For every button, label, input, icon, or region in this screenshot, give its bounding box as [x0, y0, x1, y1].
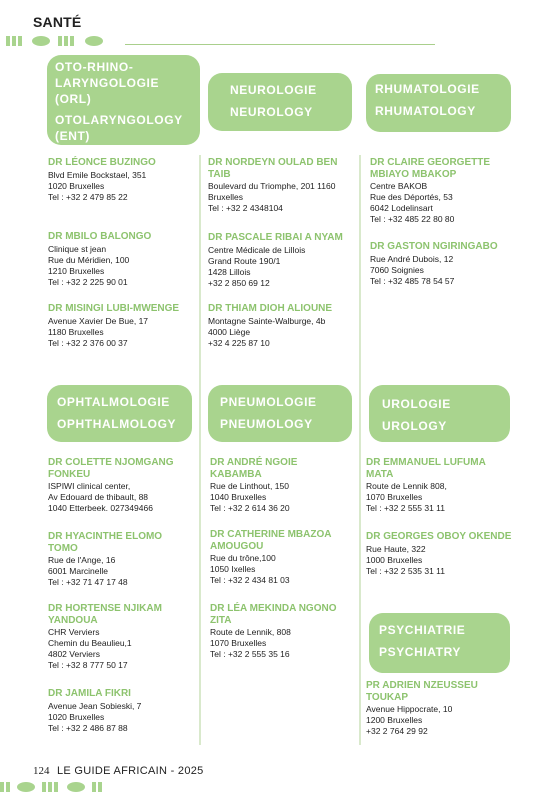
doctor-entry — [370, 241, 520, 287]
phone-line: +32 4 225 87 10 — [208, 337, 270, 348]
doctor-name: DR GEORGES OBOY OKENDE — [366, 531, 512, 542]
doctor-entry — [208, 232, 358, 289]
doctor-name: DR HYACINTHE ELOMO TOMO — [48, 531, 163, 554]
city-line: 4802 Verviers — [48, 649, 100, 659]
page-title: SANTÉ — [33, 14, 82, 30]
city-line: 1210 Bruxelles — [48, 265, 105, 276]
doctor-name: DR MISINGI LUBI-MWENGE — [48, 303, 180, 314]
address-line: Rue de Linthout, 150 — [210, 481, 289, 491]
city-line: 1050 Ixelles — [210, 564, 256, 574]
doctor-name: DR CATHERINE MBAZOA AMOUGOU — [210, 529, 332, 552]
doctor-entry — [366, 531, 516, 577]
doctor-entry — [48, 303, 196, 349]
city-line: 1040 Bruxelles — [210, 492, 267, 502]
section-title-en: PNEUMOLOGY — [220, 417, 313, 431]
header-rule — [125, 44, 435, 45]
phone-line: Tel : +32 2 535 31 11 — [366, 565, 446, 576]
address-line: Rue des Déportés, 53 — [370, 192, 453, 202]
section-title-fr: UROLOGIE — [382, 397, 451, 411]
address-line: Boulevard du Triomphe, 201 1160 — [208, 181, 336, 191]
phone-line: Tel : +32 485 22 80 80 — [370, 214, 455, 224]
section-title-en: UROLOGY — [382, 419, 447, 433]
phone-line: Tel : +32 2 225 90 01 — [48, 276, 128, 287]
doctor-name: DR THIAM DIOH ALIOUNE — [208, 303, 333, 314]
doctor-entry — [210, 457, 358, 514]
ornament-decoration — [6, 35, 106, 47]
address-line: Rue du trône,100 — [210, 553, 276, 563]
city-line: 1070 Bruxelles — [210, 638, 267, 648]
column-divider — [359, 155, 361, 745]
doctor-entry — [48, 603, 196, 671]
doctor-name: DR NORDEYN OULAD BEN TAIB — [208, 157, 338, 180]
city-line: 6042 Lodelinsart — [370, 203, 433, 213]
address-line: Clinique st jean — [48, 243, 107, 254]
address-line: Avenue Jean Sobieski, 7 — [48, 700, 142, 711]
doctor-entry — [48, 231, 196, 288]
doctor-name: DR CLAIRE GEORGETTE MBIAYO MBAKOP — [370, 157, 491, 180]
doctor-entry — [208, 303, 358, 349]
page-number: 124 — [33, 765, 50, 777]
city-line: 1000 Bruxelles — [366, 554, 423, 565]
phone-line: Tel : +32 2 4348104 — [208, 203, 283, 213]
section-header-orl — [47, 55, 200, 145]
phone-line: Tel : +32 2 434 81 03 — [210, 575, 290, 585]
address-line: Rue du Méridien, 100 — [48, 254, 130, 265]
city-line: 1200 Bruxelles — [366, 715, 423, 725]
address-line: CHR Verviers — [48, 627, 100, 637]
city-line: 1020 Bruxelles — [48, 180, 105, 191]
section-title-fr: OTO-RHINO-LARYNGOLOGIE (ORL) — [55, 60, 160, 106]
section-header-urology — [369, 385, 510, 442]
section-title-fr: NEUROLOGIE — [230, 83, 317, 97]
city-line: 4000 Liège — [208, 326, 251, 337]
section-title-fr: PNEUMOLOGIE — [220, 395, 317, 409]
doctor-name: DR LÉONCE BUZINGO — [48, 157, 156, 168]
address-line: Rue Haute, 322 — [366, 543, 426, 554]
doctor-entry — [48, 688, 196, 734]
address-line: Rue de l'Ange, 16 — [48, 555, 116, 565]
section-title-en: OTOLARYNGOLOGY (ENT) — [55, 113, 183, 143]
address-line: ISPIWI clinical center, — [48, 481, 131, 491]
doctor-entry — [210, 529, 358, 586]
doctor-name: DR LÉA MEKINDA NGONO ZITA — [210, 603, 337, 626]
doctor-name: DR PASCALE RIBAI A NYAM — [208, 232, 343, 243]
doctor-entry — [366, 680, 516, 737]
address-line: Centre Médicale de Lillois — [208, 244, 306, 255]
address-line: Grand Route 190/1 — [208, 255, 281, 266]
phone-line: +32 2 764 29 92 — [366, 726, 428, 736]
phone-line: Tel : +32 2 479 85 22 — [48, 191, 128, 202]
doctor-name: DR ANDRÉ NGOIE KABAMBA — [210, 457, 298, 480]
doctor-entry — [370, 157, 520, 225]
doctor-name: DR MBILO BALONGO — [48, 231, 152, 242]
column-divider — [199, 155, 201, 745]
phone-line: Tel : +32 485 78 54 57 — [370, 275, 455, 286]
doctor-entry — [48, 531, 196, 588]
section-header-pneumology — [208, 385, 352, 442]
address-line: Blvd Emile Bockstael, 351 — [48, 169, 147, 180]
publication-title: LE GUIDE AFRICAIN - 2025 — [57, 765, 204, 777]
section-title-en: OPHTHALMOLOGY — [57, 417, 177, 431]
phone-line: Tel : +32 2 555 31 11 — [366, 503, 446, 513]
address-line: Avenue Hippocrate, 10 — [366, 704, 453, 714]
section-title-en: PSYCHIATRY — [379, 645, 462, 659]
doctor-entry — [208, 157, 358, 214]
phone-line: Tel : +32 2 486 87 88 — [48, 722, 128, 733]
section-title-en: NEUROLOGY — [230, 105, 313, 119]
ornament-decoration — [0, 781, 110, 793]
city-line: 1020 Bruxelles — [48, 711, 105, 722]
doctor-name: DR GASTON NGIRINGABO — [370, 241, 498, 252]
phone-line: Tel : +32 71 47 17 48 — [48, 577, 128, 587]
city-line: 7060 Soignies — [370, 264, 424, 275]
phone-line: +32 2 850 69 12 — [208, 277, 270, 288]
section-title-fr: RHUMATOLOGIE — [375, 82, 480, 96]
address-line: Av Edouard de thibault, 88 — [48, 492, 149, 502]
section-title-fr: PSYCHIATRIE — [379, 623, 466, 637]
section-title-fr: OPHTALMOLOGIE — [57, 395, 170, 409]
section-header-rhumatology — [366, 74, 511, 132]
doctor-entry — [48, 457, 196, 514]
address-line: Route de Lennik 808, — [366, 481, 447, 491]
phone-line: Tel : +32 2 376 00 37 — [48, 337, 128, 348]
phone-line: Tel : +32 2 555 35 16 — [210, 649, 290, 659]
doctor-name: DR HORTENSE NJIKAM YANDOUA — [48, 603, 162, 626]
doctor-name: DR COLETTE NJOMGANG FONKEU — [48, 457, 174, 480]
doctor-name: PR ADRIEN NZEUSSEU TOUKAP — [366, 680, 478, 703]
doctor-name: DR JAMILA FIKRI — [48, 688, 131, 699]
city-line: Bruxelles — [208, 192, 243, 202]
address-line: Chemin du Beaulieu,1 — [48, 638, 132, 648]
section-header-neurology — [208, 73, 352, 131]
doctor-name: DR EMMANUEL LUFUMA MATA — [366, 457, 486, 480]
doctor-entry — [48, 157, 196, 203]
phone-line: Tel : +32 2 614 36 20 — [210, 503, 290, 513]
city-line: 1428 Lillois — [208, 266, 251, 277]
doctor-entry — [210, 603, 358, 660]
address-line: Montagne Sainte-Walburge, 4b — [208, 315, 326, 326]
city-line: 1070 Bruxelles — [366, 492, 423, 502]
doctor-entry — [366, 457, 516, 514]
section-header-ophthalmology — [47, 385, 192, 442]
city-line: 6001 Marcinelle — [48, 566, 109, 576]
city-line: 1180 Bruxelles — [48, 326, 104, 337]
address-line: Centre BAKOB — [370, 181, 428, 191]
address-line: Rue André Dubois, 12 — [370, 253, 454, 264]
city-line: 1040 Etterbeek. 027349466 — [48, 503, 153, 513]
section-title-en: RHUMATOLOGY — [375, 104, 476, 118]
phone-line: Tel : +32 8 777 50 17 — [48, 660, 128, 670]
section-header-psychiatry — [369, 613, 510, 673]
address-line: Route de Lennik, 808 — [210, 627, 291, 637]
address-line: Avenue Xavier De Bue, 17 — [48, 315, 149, 326]
